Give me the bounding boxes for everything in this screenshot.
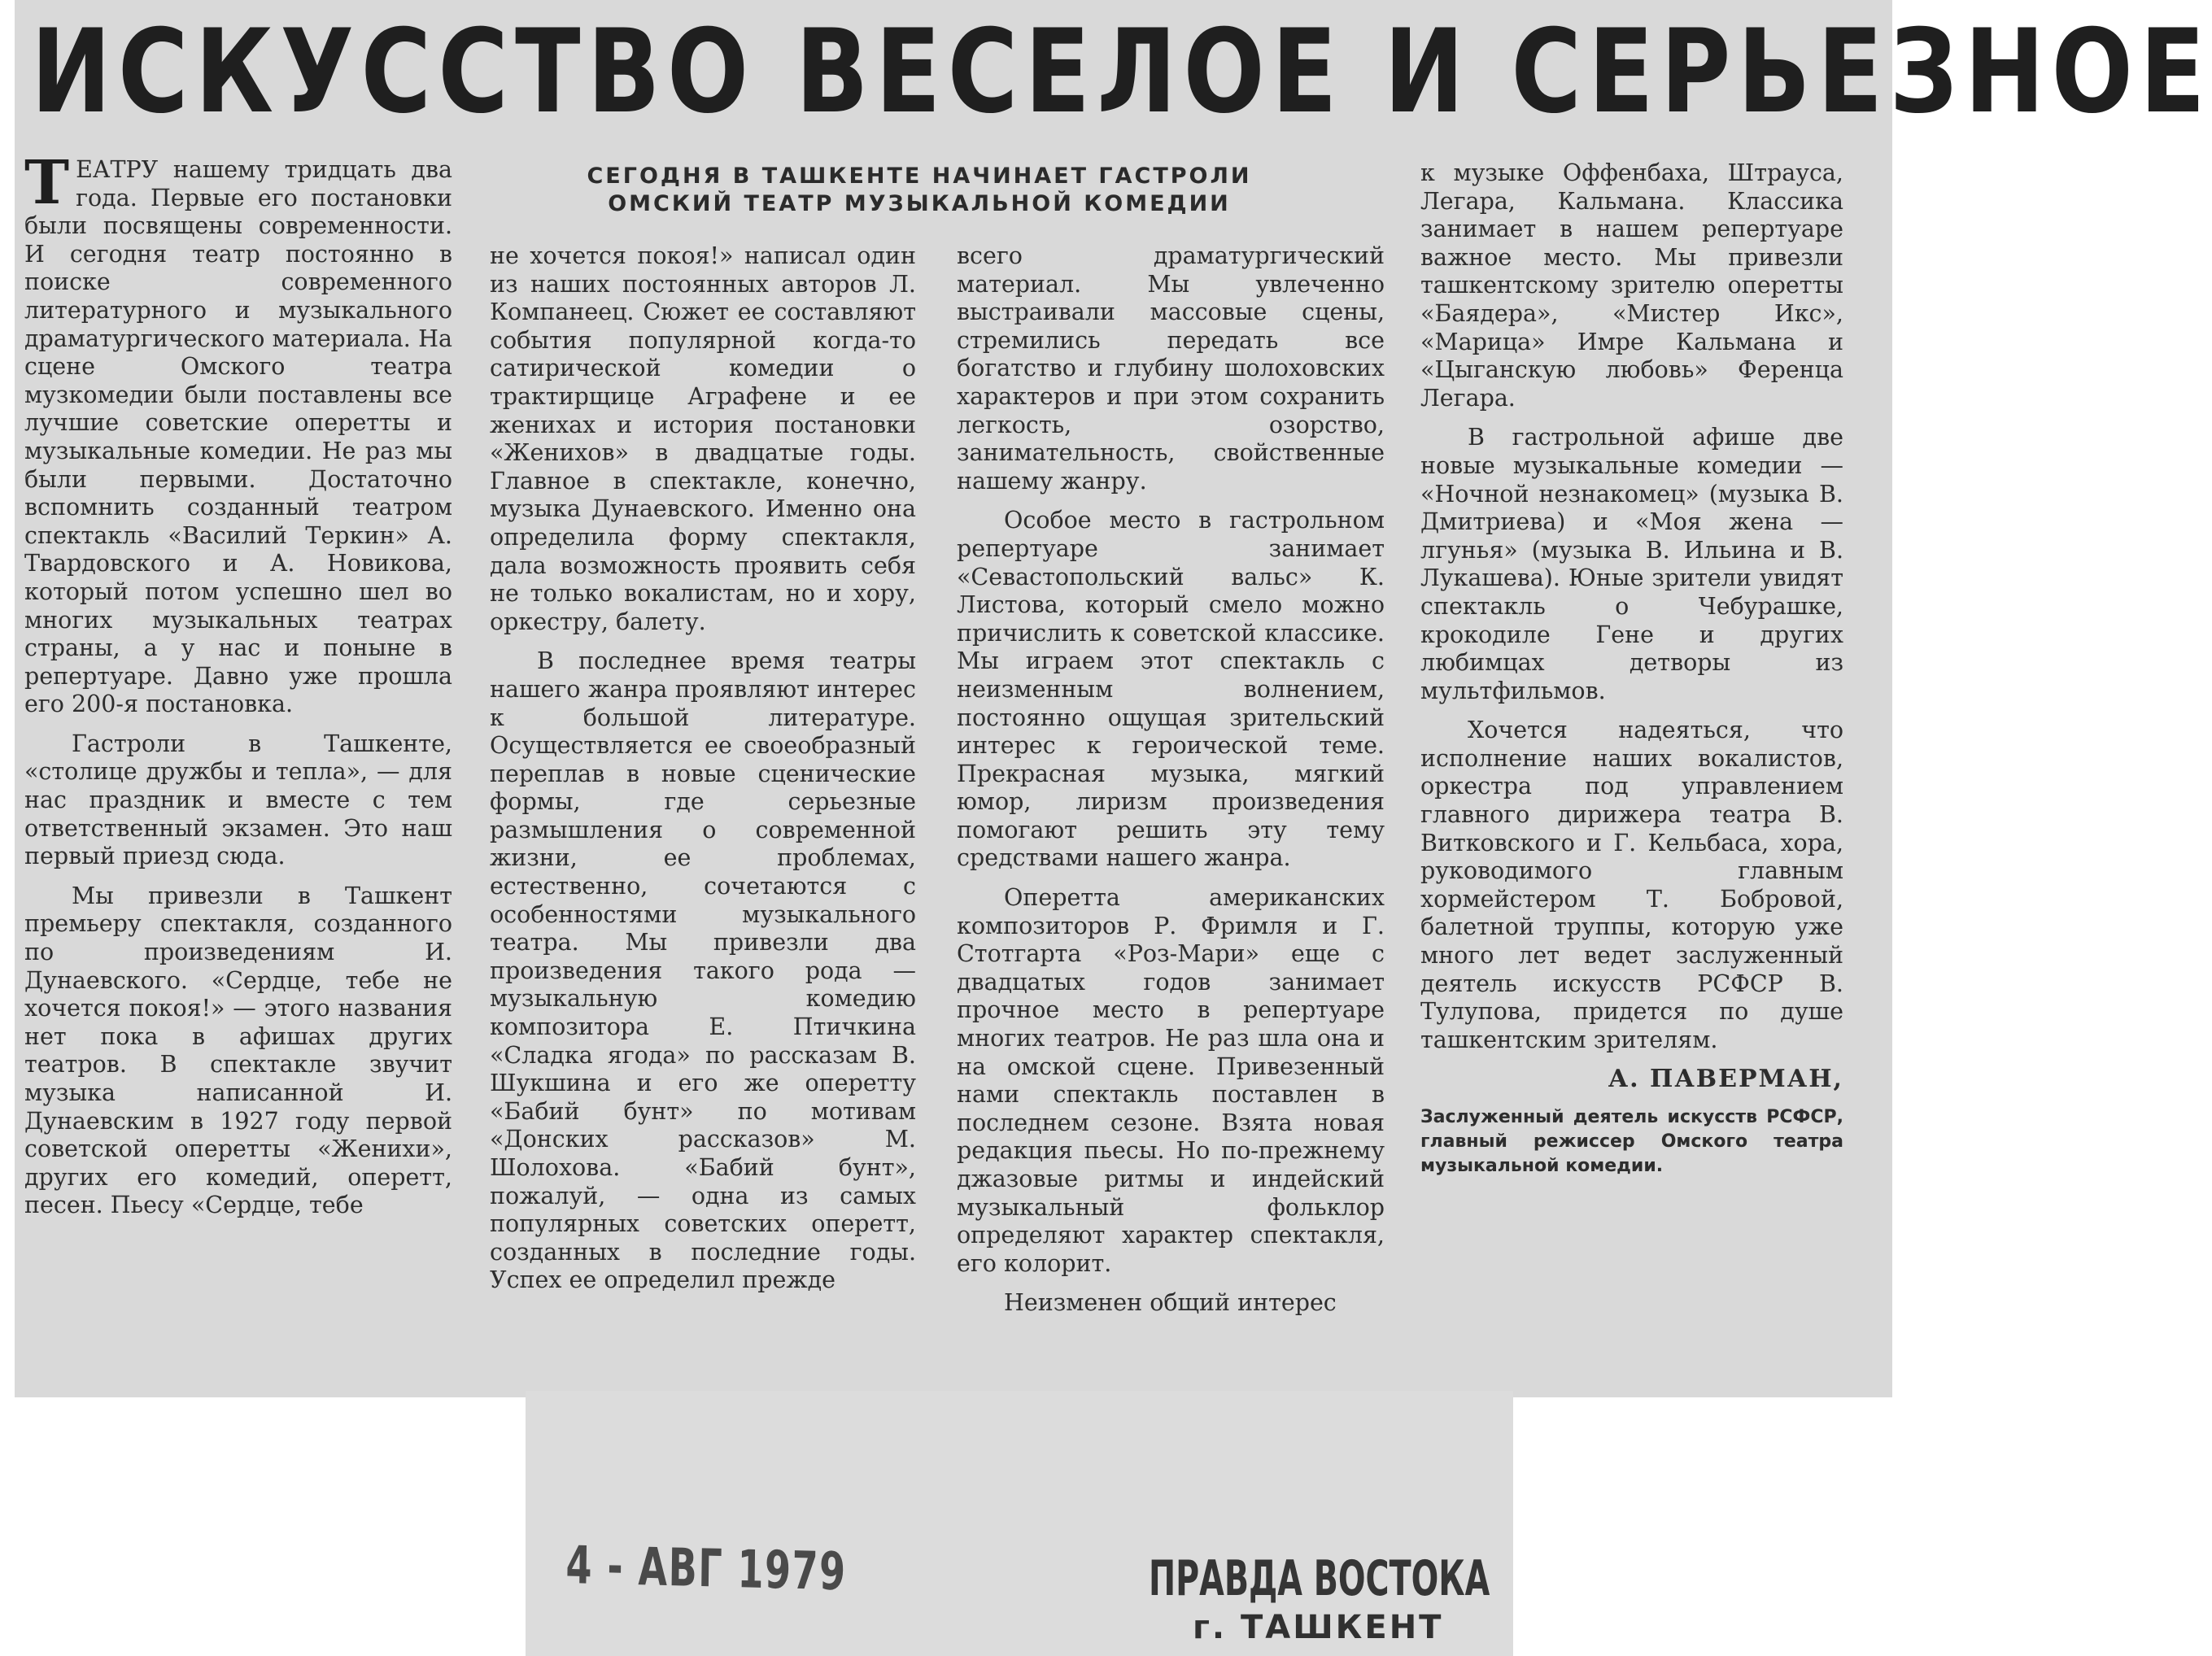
article-column-2 — [490, 242, 916, 1306]
subheadline-line-2: ОМСКИЙ ТЕАТР МУЗЫКАЛЬНОЙ КОМЕДИИ — [608, 191, 1231, 216]
paragraph — [24, 148, 452, 719]
drop-cap: Т — [24, 148, 70, 218]
paragraph: В гастрольной афише две новые музыкальные комедии — «Ночной незнакомец» (музыка В. Дмитриева) и «Моя жена — лгунья» (музыка В. Ильина и В. Лукашева). Юные зрители увидят спектакль о Чебурашке, крокодиле Гене и других любимцах детворы из мультфильмов. — [1420, 424, 1843, 704]
city-stamp: г. ТАШКЕНТ — [1193, 1609, 1444, 1646]
paragraph: Хочется надеяться, что исполнение наших вокалистов, оркестра под управлением главного дирижера театра В. Витковского и Г. Кельбаса, хора, руководимого главным хормейстером Т. Бобровой, балетной труппы, которую уже много лет ведет заслуженный деятель искусств РСФСР В. Тулупова, придется по душе ташкентским зрителям. — [1420, 717, 1843, 1053]
newspaper-name-stamp: ПРАВДА ВОСТОКА — [1149, 1550, 1490, 1607]
author-name: А. ПАВЕРМАН, — [1608, 1065, 1843, 1094]
paragraph: Оперетта американских композиторов Р. Фримля и Г. Стотгарта «Роз-Мари» еще с двадцатых годов занимает прочное место в репертуаре многих театров. Не раз шла она и на омской сцене. Привезенный нами спектакль поставлен в последнем сезоне. Взята новая редакция пьесы. Но по-прежнему джазовые ритмы и индейский музыкальный фольклор определяют характер спектакля, его колорит. — [957, 884, 1385, 1277]
paragraph: всего драматургический материал. Мы увлеченно выстраивали массовые сцены, стремились передать все богатство и глубину шолоховских характеров и при этом сохранить легкость, озорство, занимательность, свойственные нашему жанру. — [957, 242, 1385, 495]
headline: ИСКУССТВО ВЕСЕЛОЕ И СЕРЬЕЗНОЕ — [31, 5, 2212, 139]
article-column-1 — [24, 148, 452, 1231]
paragraph: Гастроли в Ташкенте, «столице дружбы и тепла», — для нас праздник и вместе с тем ответственный экзамен. Это наш первый приезд сюда. — [24, 730, 452, 870]
article-column-3 — [957, 242, 1385, 1329]
paragraph: Особое место в гастрольном репертуаре занимает «Севастопольский вальс» К. Листова, который смело можно причислить к советской классике. Мы играем этот спектакль с неизменным волнением, постоянно ощущая зрительский интерес к героической теме. Прекрасная музыка, мягкий юмор, лиризм произведения помогают решить эту тему средствами нашего жанра. — [957, 507, 1385, 872]
paragraph-text: ЕАТРУ нашему тридцать два года. Первые его постановки были посвящены современности. И сегодня театр постоянно в поиске современного литературного и музыкального драматургического материала. На сцене Омского театра музкомедии были поставлены все лучшие советские оперетты и музыкальные комедии. Не раз мы были первыми. Достаточно вспомнить созданный театром спектакль «Василий Теркин» А. Твардовского и А. Новикова, который потом успешно шел во многих музыкальных театрах страны, а у нас и поныне в репертуаре. Давно уже прошла его 200-я постановка. — [24, 156, 452, 718]
paragraph: Неизменен общий интерес — [1004, 1289, 1337, 1317]
date-stamp: 4 - АВГ 1979 — [565, 1536, 847, 1603]
paragraph: В последнее время театры нашего жанра проявляют интерес к большой литературе. Осуществляется ее своеобразный переплав в новые сценические формы, где серьезные размышления о современной жизни, ее проблемах, естественно, сочетаются с особенностями музыкального театра. Мы привезли два произведения такого рода — музыкальную комедию композитора Е. Птичкина «Сладка ягода» по рассказам В. Шукшина и его же оперетту «Бабий бунт» по мотивам «Донских рассказов» М. Шолохова. «Бабий бунт», пожалуй, — одна из самых популярных советских оперетт, созданных в последние годы. Успех ее определил прежде — [490, 647, 916, 1294]
paragraph: Мы привезли в Ташкент премьеру спектакля, созданного по произведениям И. Дунаевского. «Сердце, тебе не хочется покоя!» — этого названия нет пока в афишах других театров. В спектакле звучит музыка написанной И. Дунаевским в 1927 году первой советской оперетты «Женихи», других его комедий, оперетт, песен. Пьесу «Сердце, тебе — [24, 882, 452, 1219]
article-column-4 — [1420, 159, 1843, 1190]
paragraph: не хочется покоя!» написал один из наших постоянных авторов Л. Компанеец. Сюжет ее составляют события популярной когда-то сатирической комедии о трактирщице Аграфене и ее женихах и история постановки «Женихов» в двадцатые годы. Главное в спектакле, конечно, музыка Дунаевского. Именно она определила форму спектакля, дала возможность проявить себя не только вокалистам, но и хору, оркестру, балету. — [490, 242, 916, 635]
subheadline — [513, 163, 1326, 218]
paragraph: к музыке Оффенбаха, Штрауса, Легара, Кальмана. Классика занимает в нашем репертуаре важное место. Мы привезли ташкентскому зрителю оперетты «Баядера», «Мистер Икс», «Марица» Имре Кальмана и «Цыганскую любовь» Ференца Легара. — [1420, 159, 1843, 412]
subheadline-line-1: СЕГОДНЯ В ТАШКЕНТЕ НАЧИНАЕТ ГАСТРОЛИ — [587, 163, 1252, 189]
author-title: Заслуженный деятель искусств РСФСР, главный режиссер Омского театра музыкальной комедии. — [1420, 1107, 1843, 1176]
